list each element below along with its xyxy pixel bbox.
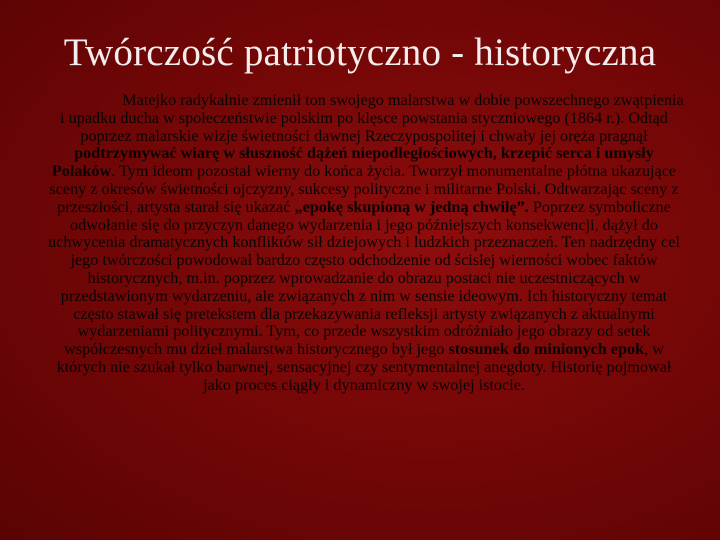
slide-title: Twórczość patriotyczno - historyczna — [63, 31, 657, 74]
bold-text-segment: „epokę skupioną w jedną chwilę”. — [294, 197, 529, 216]
text-segment: , w których nie szukał tylko barwnej, sensacyjnej czy sentymentalnej anegdoty. Historię pojmował jako proces ciągły i dynamiczny w swojej istocie. — [56, 340, 672, 394]
bold-text-segment: stosunek do minionych epok — [448, 340, 645, 359]
text-segment: Matejko radykalnie zmienił ton swojego malarstwa w dobie powszechnego zwątpienia i upadku ducha w społeczeństwie polskim po klęsce powstania styczniowego (1864 r.). Odtąd poprzez malarskie wizje świetności dawnej Rzeczypospolitej i chwały jej oręża pragnął — [60, 91, 684, 145]
slide-body-paragraph — [44, 92, 684, 395]
text-segment: . Tym ideom pozostał wierny do końca życia. Tworzył monumentalne płótna ukazujące sceny z okresów świetności ojczyzny, sukcesy polityczne i militarne Polski. Odtwarzając sceny z przeszłości, artysta starał się ukazać — [49, 162, 679, 216]
bold-text-segment: podtrzymywać wiarę w słuszność dążeń niepodległościowych, krzepić serca i umysły Polaków — [51, 144, 654, 181]
text-segment: Poprzez symboliczne odwołanie się do przyczyn danego wydarzenia i jego późniejszych konsekwencji, dążył do uchwycenia dramatycznych konfliktów sił dziejowych i ludzkich przeznaczeń. Ten nadrzędny cel jego twórczości powodował bardzo często odchodzenie od ścisłej wierności wobec faktów historycznych, m.in. poprzez wprowadzanie do obrazu postaci nie uczestniczących w przedstawionym wydarzeniu, ale związanych z nim w sensie ideowym. Ich historyczny temat często stawał się pretekstem dla przekazywania refleksji artysty związanych z aktualnymi wydarzeniami politycznymi. Tym, co przede wszystkim odróżniało jego obrazy od setek współczesnych mu dzieł malarstwa historycznego był jego — [48, 197, 680, 359]
